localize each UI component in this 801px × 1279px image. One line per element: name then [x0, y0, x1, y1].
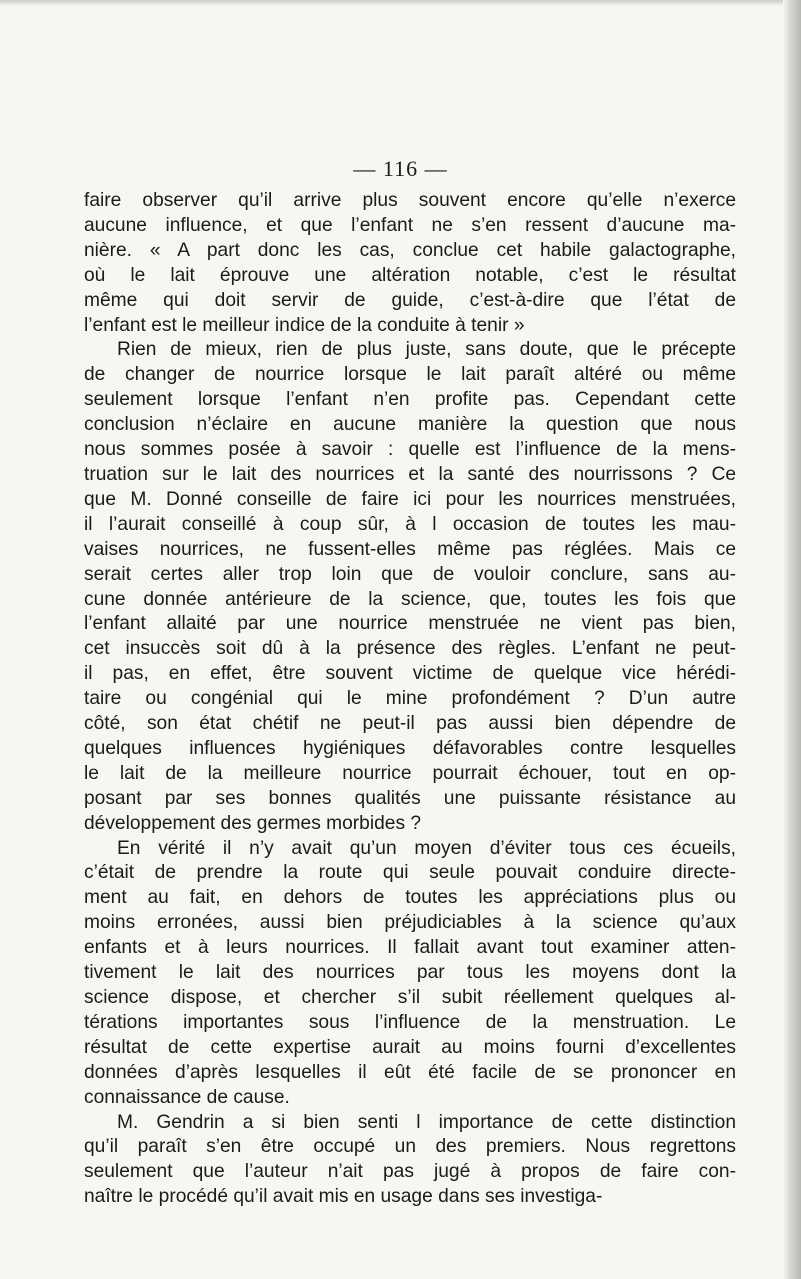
text-line: qu’il paraît s’en être occupé un des premiers. Nous regrettons	[84, 1136, 736, 1158]
text-line: données d’après lesquelles il eût été facile de se prononcer en	[84, 1061, 736, 1083]
text-line: tivement le lait des nourrices par tous les moyens dont la	[84, 962, 736, 984]
text-line: moins erronées, aussi bien préjudiciables à la science qu’aux	[84, 912, 736, 934]
text-line: posant par ses bonnes qualités une puissante résistance au	[84, 787, 736, 809]
text-line: nous sommes posée à savoir : quelle est l’influence de la mens-	[84, 439, 736, 461]
text-line: M. Gendrin a si bien senti l importance de cette distinction	[117, 1111, 736, 1133]
text-line: ment au fait, en dehors de toutes les appréciations plus ou	[84, 887, 736, 909]
text-line: seulement que l’auteur n’ait pas jugé à propos de faire con-	[84, 1161, 736, 1183]
text-line: que M. Donné conseille de faire ici pour les nourrices menstruées,	[84, 488, 736, 510]
text-line: résultat de cette expertise aurait au moins fourni d’excellentes	[84, 1036, 736, 1058]
text-line: il pas, en effet, être souvent victime de quelque vice hérédi-	[84, 663, 736, 685]
text-line: côté, son état chétif ne peut-il pas aussi bien dépendre de	[84, 713, 736, 735]
body-text	[84, 189, 736, 1210]
text-line: cune donnée antérieure de la science, que, toutes les fois que	[84, 588, 736, 610]
text-line: c’était de prendre la route qui seule pouvait conduire directe-	[84, 862, 736, 884]
text-line: faire observer qu’il arrive plus souvent encore qu’elle n’exerce	[84, 190, 736, 211]
text-line: où le lait éprouve une altération notable, c’est le résultat	[84, 264, 736, 286]
text-line: l’enfant est le meilleur indice de la conduite à tenir »	[84, 314, 525, 336]
text-line: taire ou congénial qui le mine profondément ? D’un autre	[84, 688, 736, 710]
text-line: cet insuccès soit dû à la présence des règles. L’enfant ne peut-	[84, 638, 736, 660]
text-line: même qui doit servir de guide, c’est-à-dire que l’état de	[84, 289, 736, 311]
paragraph	[84, 1111, 736, 1211]
paragraph	[84, 837, 736, 1111]
text-line: truation sur le lait des nourrices et la santé des nourrissons ? Ce	[84, 463, 736, 485]
text-line: naître le procédé qu’il avait mis en usage dans ses investiga-	[84, 1186, 603, 1208]
text-line: serait certes aller trop loin que de vouloir conclure, sans au-	[84, 563, 736, 585]
text-line: vaises nourrices, ne fussent-elles même pas réglées. Mais ce	[84, 538, 736, 560]
text-line: aucune influence, et que l’enfant ne s’en ressent d’aucune ma-	[84, 214, 736, 236]
text-line: nière. « A part donc les cas, conclue cet habile galactographe,	[84, 239, 736, 261]
page-right-edge-shadow	[783, 0, 801, 1279]
text-line: En vérité il n’y avait qu’un moyen d’éviter tous ces écueils,	[117, 837, 736, 859]
text-line: de changer de nourrice lorsque le lait paraît altéré ou même	[84, 364, 736, 386]
text-line: science dispose, et chercher s’il subit réellement quelques al-	[84, 987, 736, 1008]
text-line: enfants et à leurs nourrices. Il fallait avant tout examiner atten-	[84, 937, 736, 959]
text-line: seulement lorsque l’enfant n’en profite pas. Cependant cette	[84, 389, 736, 411]
page-top-edge-shadow	[0, 0, 801, 6]
paragraph	[84, 189, 736, 338]
text-line: l’enfant allaité par une nourrice menstruée ne vient pas bien,	[84, 613, 736, 635]
text-line: développement des germes morbides ?	[84, 812, 422, 834]
text-line: il l’aurait conseillé à coup sûr, à l occasion de toutes les mau-	[84, 513, 736, 535]
text-line: quelques influences hygiéniques défavorables contre lesquelles	[84, 737, 736, 759]
text-line: Rien de mieux, rien de plus juste, sans doute, que le précepte	[117, 339, 736, 361]
text-line: connaissance de cause.	[84, 1086, 290, 1108]
text-line: le lait de la meilleure nourrice pourrait échouer, tout en op-	[84, 762, 736, 784]
text-line: conclusion n’éclaire en aucune manière la question que nous	[84, 414, 736, 436]
paragraph	[84, 338, 736, 836]
text-line: térations importantes sous l’influence de la menstruation. Le	[84, 1011, 736, 1033]
page-number: — 116 —	[353, 156, 448, 181]
